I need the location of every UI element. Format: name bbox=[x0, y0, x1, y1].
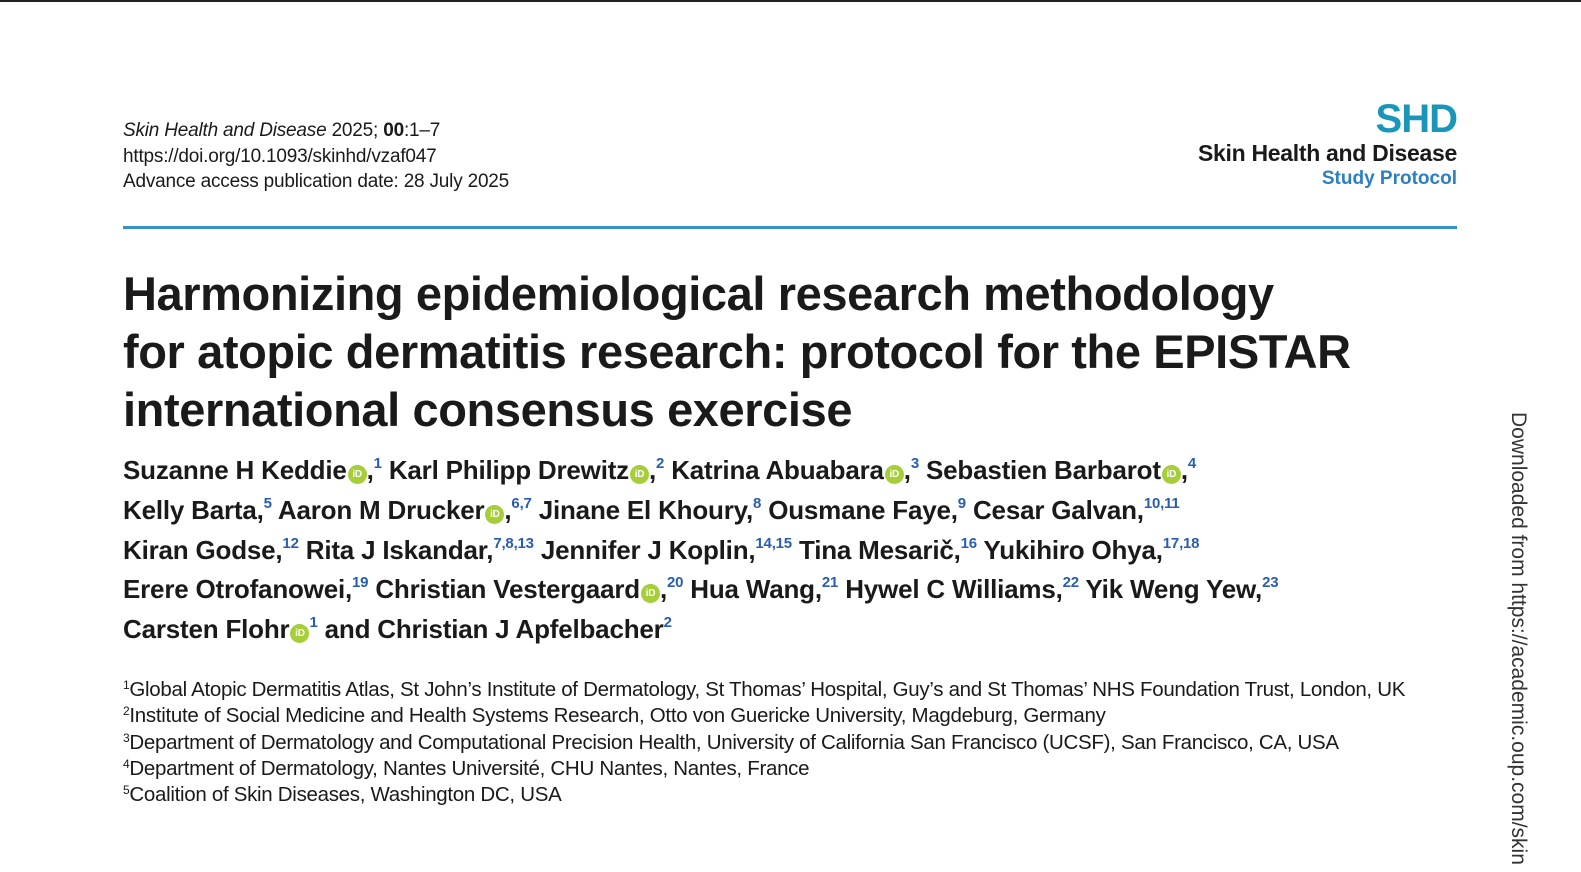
affiliation-ref[interactable]: 1 bbox=[309, 614, 318, 632]
affiliation-number: 5 bbox=[123, 783, 130, 798]
affiliation-ref[interactable]: 14,15 bbox=[755, 534, 792, 552]
journal-brand bbox=[1198, 98, 1457, 191]
author-entry bbox=[375, 574, 683, 604]
author-entry bbox=[123, 535, 299, 565]
top-border-rule bbox=[0, 0, 1581, 2]
orcid-icon[interactable]: iD bbox=[630, 465, 649, 484]
affiliation-ref[interactable]: 23 bbox=[1262, 574, 1279, 592]
author-name[interactable]: Rita J Iskandar, bbox=[305, 534, 494, 565]
orcid-icon[interactable]: iD bbox=[290, 624, 309, 643]
author-name[interactable]: Suzanne H Keddie bbox=[123, 455, 347, 485]
orcid-icon[interactable]: iD bbox=[885, 465, 904, 484]
author-separator: , bbox=[366, 455, 374, 485]
author-entry bbox=[799, 535, 977, 565]
author-name[interactable]: Christian Vestergaard bbox=[375, 574, 640, 605]
affiliation-ref[interactable]: 16 bbox=[960, 534, 977, 552]
author-line bbox=[123, 610, 1453, 650]
affiliation-text: Coalition of Skin Diseases, Washington DC, USA bbox=[129, 783, 562, 807]
affiliation-number: 3 bbox=[123, 730, 130, 745]
affiliation-item bbox=[123, 730, 1443, 756]
orcid-icon[interactable]: iD bbox=[485, 505, 504, 524]
author-name[interactable]: Yukihiro Ohya, bbox=[983, 534, 1163, 565]
article-type-label: Study Protocol bbox=[1321, 168, 1457, 189]
author-name[interactable]: Erere Otrofanowei, bbox=[123, 574, 353, 605]
affiliation-ref[interactable]: 2 bbox=[663, 614, 672, 632]
author-line bbox=[123, 491, 1453, 531]
affiliation-text: Department of Dermatology and Computational Precision Health, University of California San Francisco (UCSF), San Francisco, CA, USA bbox=[129, 730, 1339, 754]
author-entry bbox=[984, 535, 1200, 565]
author-entry bbox=[389, 455, 664, 485]
affiliation-ref[interactable]: 2 bbox=[656, 455, 665, 472]
author-name[interactable]: Carsten Flohr bbox=[123, 614, 290, 645]
affiliation-ref[interactable]: 19 bbox=[352, 574, 369, 592]
affiliation-ref[interactable]: 5 bbox=[263, 494, 272, 512]
author-list bbox=[123, 451, 1453, 650]
author-entry bbox=[541, 535, 792, 565]
author-entry bbox=[926, 455, 1196, 485]
affiliation-ref[interactable]: 12 bbox=[282, 534, 299, 552]
author-line bbox=[123, 451, 1453, 491]
citation-journal-name: Skin Health and Disease bbox=[123, 120, 327, 141]
affiliation-number: 1 bbox=[123, 678, 130, 692]
author-name[interactable]: Ousmane Faye, bbox=[768, 494, 958, 525]
author-entry bbox=[690, 574, 838, 604]
advance-access-date: Advance access publication date: 28 July 2025 bbox=[123, 171, 510, 192]
author-entry bbox=[973, 495, 1180, 525]
author-separator: , bbox=[659, 574, 667, 605]
author-name[interactable]: Aaron M Drucker bbox=[277, 494, 485, 525]
journal-logo: SHD bbox=[1375, 97, 1457, 141]
affiliation-item bbox=[123, 782, 1443, 808]
author-separator: , bbox=[504, 494, 512, 525]
citation-line bbox=[123, 118, 509, 144]
author-entry bbox=[123, 455, 382, 485]
doi-link[interactable]: https://doi.org/10.1093/skinhd/vzaf047 bbox=[123, 145, 437, 167]
author-name[interactable]: Jinane El Khoury, bbox=[538, 494, 753, 525]
affiliation-text: Department of Dermatology, Nantes Université, CHU Nantes, Nantes, France bbox=[129, 756, 810, 780]
author-entry bbox=[123, 614, 318, 644]
affiliation-ref[interactable]: 21 bbox=[821, 574, 839, 592]
affiliation-ref[interactable]: 22 bbox=[1062, 574, 1079, 592]
author-name[interactable]: Kiran Godse, bbox=[123, 534, 283, 565]
author-entry bbox=[1086, 574, 1279, 604]
author-name[interactable]: and Christian J Apfelbacher bbox=[324, 614, 664, 645]
author-name[interactable]: Sebastien Barbarot bbox=[926, 455, 1161, 485]
author-entry bbox=[306, 535, 534, 565]
author-entry bbox=[278, 495, 532, 525]
author-name[interactable]: Hua Wang, bbox=[690, 574, 822, 605]
author-entry bbox=[671, 455, 919, 485]
orcid-icon[interactable]: iD bbox=[641, 584, 660, 603]
journal-title: Skin Health and Disease bbox=[1198, 140, 1457, 166]
affiliation-item bbox=[123, 677, 1443, 703]
author-name[interactable]: Yik Weng Yew, bbox=[1085, 574, 1263, 605]
affiliation-ref[interactable]: 3 bbox=[910, 455, 919, 472]
orcid-icon[interactable]: iD bbox=[348, 465, 367, 484]
author-separator: , bbox=[1180, 455, 1188, 485]
citation-pages: :1–7 bbox=[403, 120, 441, 141]
author-name[interactable]: Karl Philipp Drewitz bbox=[388, 455, 629, 485]
author-separator: , bbox=[903, 455, 911, 485]
author-line bbox=[123, 570, 1453, 610]
affiliation-number: 2 bbox=[123, 704, 130, 719]
author-entry bbox=[325, 614, 672, 644]
title-line-3: international consensus exercise bbox=[123, 383, 853, 436]
article-metadata bbox=[123, 118, 509, 195]
title-line-2: for atopic dermatitis research: protocol for the EPISTAR bbox=[123, 325, 1351, 378]
header-divider bbox=[123, 226, 1457, 229]
affiliation-text: Institute of Social Medicine and Health Systems Research, Otto von Guericke University, Magdeburg, Germany bbox=[129, 704, 1106, 728]
affiliation-ref[interactable]: 4 bbox=[1187, 455, 1196, 472]
title-line-1: Harmonizing epidemiological research methodology bbox=[123, 267, 1274, 320]
affiliation-list bbox=[123, 677, 1443, 808]
affiliation-number: 4 bbox=[123, 756, 130, 771]
author-entry bbox=[845, 574, 1079, 604]
author-line bbox=[123, 531, 1453, 571]
affiliation-item bbox=[123, 756, 1443, 782]
affiliation-ref[interactable]: 7,8,13 bbox=[493, 534, 534, 552]
author-name[interactable]: Cesar Galvan, bbox=[972, 494, 1144, 525]
author-entry bbox=[123, 495, 272, 525]
orcid-icon[interactable]: iD bbox=[1162, 465, 1181, 484]
affiliation-text: Global Atopic Dermatitis Atlas, St John’s Institute of Dermatology, St Thomas’ Hospital, Guy’s and St Thomas’ NHS Foundation Trust, London, UK bbox=[129, 678, 1406, 701]
author-entry bbox=[539, 495, 761, 525]
author-name[interactable]: Kelly Barta, bbox=[123, 494, 264, 525]
download-watermark: Downloaded from https://academic.oup.com/skin bbox=[1507, 412, 1530, 865]
affiliation-ref[interactable]: 10,11 bbox=[1143, 494, 1180, 512]
affiliation-ref[interactable]: 20 bbox=[666, 574, 684, 592]
author-name[interactable]: Jennifer J Koplin, bbox=[540, 534, 756, 565]
affiliation-ref[interactable]: 8 bbox=[753, 494, 762, 512]
affiliation-item bbox=[123, 703, 1443, 729]
author-separator: , bbox=[649, 455, 657, 485]
author-name[interactable]: Hywel C Williams, bbox=[845, 574, 1063, 605]
affiliation-ref[interactable]: 9 bbox=[957, 494, 966, 512]
affiliation-ref[interactable]: 17,18 bbox=[1162, 534, 1200, 552]
article-title bbox=[123, 265, 1463, 439]
citation-volume: 00 bbox=[383, 120, 404, 141]
author-entry bbox=[768, 495, 966, 525]
affiliation-ref[interactable]: 6,7 bbox=[511, 494, 532, 512]
citation-year: 2025; bbox=[331, 120, 379, 141]
author-entry bbox=[123, 574, 368, 604]
author-name[interactable]: Katrina Abuabara bbox=[671, 455, 884, 485]
affiliation-ref[interactable]: 1 bbox=[373, 455, 382, 472]
author-name[interactable]: Tina Mesarič, bbox=[798, 534, 961, 565]
